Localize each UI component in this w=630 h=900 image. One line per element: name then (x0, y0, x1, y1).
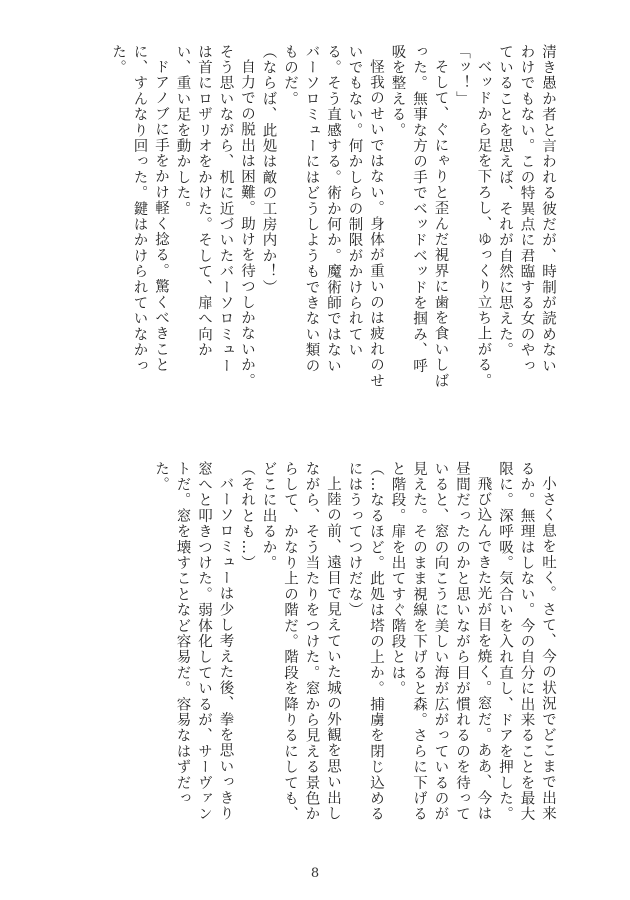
page-number: 8 (310, 866, 320, 881)
paragraph: バーソロミューは少し考えた後、拳を思いっきり窓へと叩きつけた。弱体化しているが、サーヴァントだ。窓を壊すことなど容易だ。容易なはずだった。 (153, 461, 234, 823)
paragraph: ドアノブに手をかけ軽く捻る。驚くべきことに、すんなり回った。鍵はかけられていなかった。 (110, 44, 169, 374)
paragraph: （ならば、此処は敵の工房内か！） (260, 44, 277, 296)
top-text-column (68, 44, 558, 389)
paragraph: （それとも…） (239, 461, 255, 571)
paragraph: 飛び込んできた光が目を焼く。窓だ。ああ、今は昼間だったのかと思いながら目が慣れるのを待っていると、窓の向こうに美しい海が広がっているのが見えた。そのまま視線を下げると森。さらに下げると階段。扉を出てすぐ階段とは。 (389, 461, 492, 823)
paragraph: 清き愚か者と言われる彼だが、時制が読めないわけでもない。この特異点に君臨する女のやっていることを思えば、それが自然に思えた。 (497, 44, 556, 374)
paragraph: 上陸の前、遠目で見えていた城の外観を思い出しながら、そう当たりをつけた。窓から見える景色からして、かなり上の階だ。階段を降りるにしても、どこに出るか。 (260, 461, 341, 823)
paragraph: そして、ぐにゃりと歪んだ視界に歯を食いしばった。無事な方の手でベッドベッドを掴み、呼吸を整える。 (389, 44, 449, 389)
paragraph: 怪我のせいではない。身体が重いのは疲れのせいでもない。何かしらの制限がかけられている。そう直感する。術か何か。魔術師ではないバーソロミューにはどうしようもできない類のものだ。 (282, 44, 384, 389)
paragraph: 小さく息を吐く。さて、今の状況でどこまで出来るか。無理はしない。今の自分に出来ることを最大限に。深呼吸。気合いを入れ直し、ドアを押した。 (497, 461, 556, 823)
paragraph: 自力での脱出は困難。助けを待つしかないか。そう思いながら、机に近づいたバーソロミューは首にロザリオをかけた。そして、扉へ向かい、重い足を動かした。 (174, 44, 255, 389)
paragraph: ベッドから足を下ろし、ゆっくり立ち上がる。 (475, 58, 492, 389)
paragraph: （…なるほど。此処は塔の上か。捕虜を閉じ込めるにはうってつけだな） (346, 461, 384, 823)
bottom-text-column (68, 461, 558, 836)
paragraph: 「ッ！」 (454, 44, 470, 107)
